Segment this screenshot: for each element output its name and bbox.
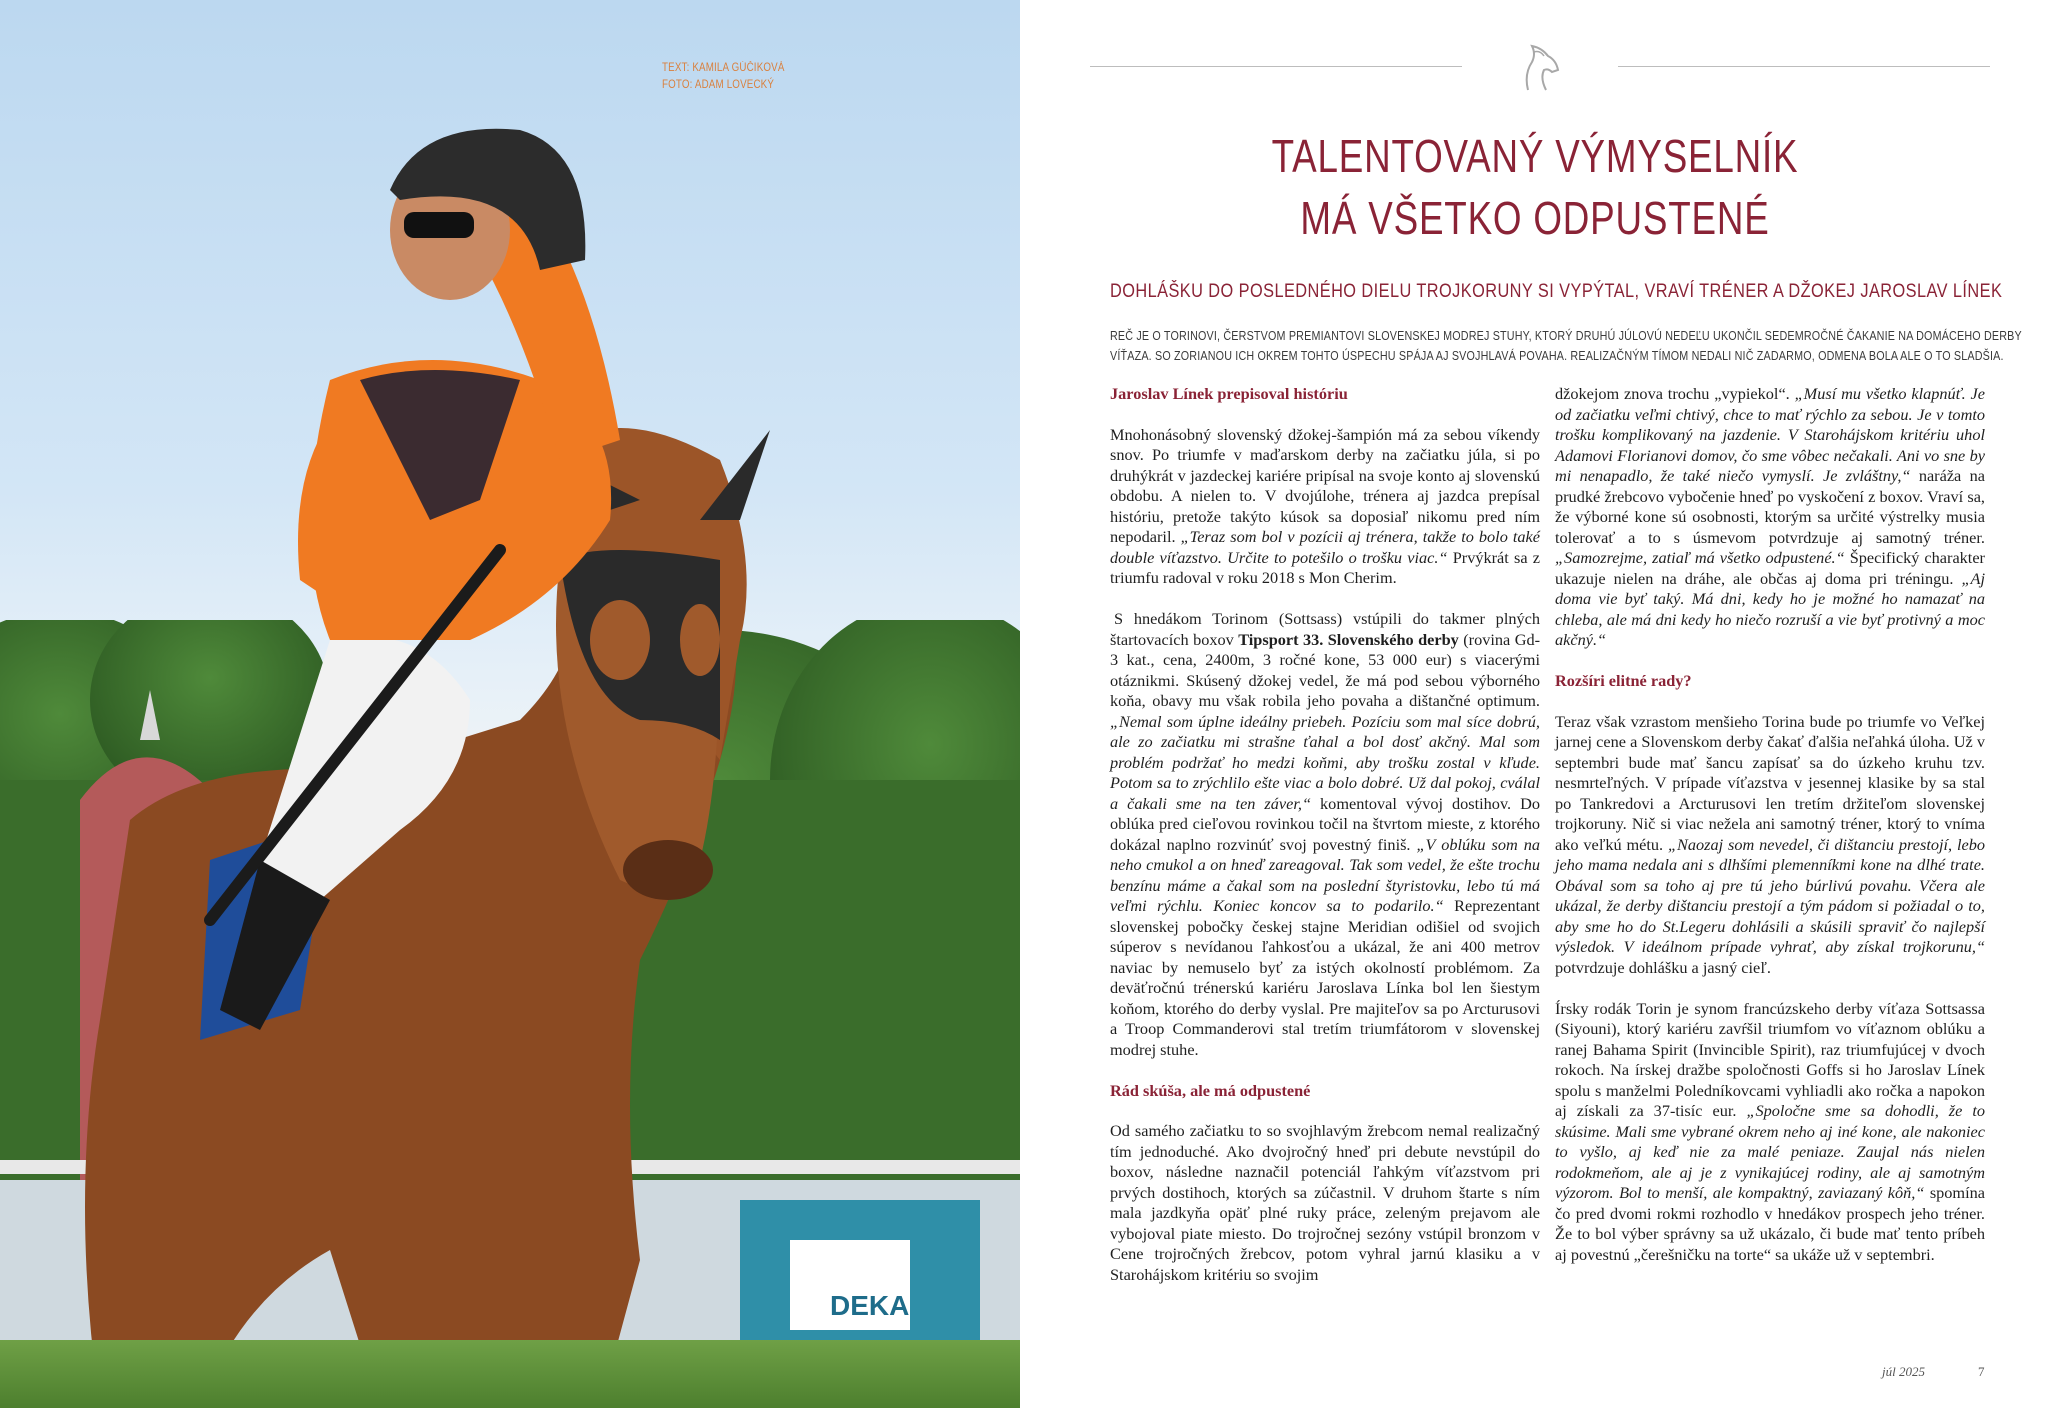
title-line-1: TALENTOVANÝ VÝMYSELNÍK xyxy=(1271,130,1799,182)
paragraph: Írsky rodák Torin je synom francúzskeho derby víťaza Sottsassa (Siyouni), ktorý kariéru zavŕšil triumfom vo víťaznom oblúku a ranej Bahama Spirit (Invincible Spirit), raz triumfujúcej v dvoch rokoch. Na írskej dražbe spoločnosti Goffs si ho Jaroslav Línek spolu s manželmi Poledníkovcami vyhliadli ako ročka a napokon aj získali za 37-tisíc eur. „Spoločne sme sa dohodli, že to skúsime. Mali sme vybrané okrem neho aj iné kone, ale nakoniec to vyšlo, aj keď nie za malé peniaze. Zaujal nás nielen rodokmeňom, ale aj je z vynikajúcej rodiny, ale aj samotným výzorom. Bol to menší, ale kompaktný, zaviazaný kôň,“ spomína čo pred dvomi rokmi rozhodlo v hnedákov prospech jeho tréner. Že to bol výber správny sa už ukázalo, či bude mať tento príbeh aj povestnú „čerešničku na torte“ sa ukáže už v septembri. xyxy=(1555,998,1985,1264)
text-credit: TEXT: KAMILA GÚČIKOVÁ xyxy=(662,62,785,74)
banner-text: DEKA xyxy=(830,1290,910,1321)
paragraph: džokejom znova trochu „vypiekol“. „Musí mu všetko klapnúť. Je od začiatku veľmi chtivý, chce to mať rýchlo za sebou. Je v tomto trošku komplikovaný na jazdenie. V Starohájskom kritériu uhol Adamovi Florianovi domov, čo sme vôbec nečakali. Ani vo sne by mi nenapadlo, že také niečo vymyslí. Je zvláštny,“ naráža na prudké žrebcovo vybočenie hneď po vyskočení z boxov. Vraví sa, že výborné kone sú osobnosti, ktorým sa určité výstrelky musia tolerovať a to s úsmevom potvrdzuje aj samotný tréner. „Samozrejme, zatiaľ má všetko odpustené.“ Špecifický charakter ukazuje nielen na dráhe, ale občas aj doma pri tréningu. „Aj doma vie byť taký. Má dni, kedy ho je možné ho namazať na chleba, ale má dni kedy ho niečo rozruší a vie byť protivný a moc akčný.“ xyxy=(1555,384,1985,649)
page-number: 7 xyxy=(1978,1364,1985,1379)
article-page xyxy=(1020,0,2048,1408)
article-lead xyxy=(1110,326,2022,366)
turf xyxy=(0,1340,1020,1408)
lead-line-1: REČ JE O TORINOVI, ČERSTVOM PREMIANTOVI SLOVENSKEJ MODREJ STUHY, KTORÝ DRUHÚ JÚLOVÚ NEDEĽU UKONČIL SEDEMROČNÉ ČAKANIE NA DOMÁCEHO DERBY xyxy=(1110,329,2022,343)
article-title xyxy=(1171,125,1899,249)
article-subtitle: DOHLÁŠKU DO POSLEDNÉHO DIELU TROJKORUNY SI VYPÝTAL, VRAVÍ TRÉNER A DŽOKEJ JAROSLAV LÍNEK xyxy=(1110,281,2003,302)
paragraph: Teraz však vzrastom menšieho Torina bude po triumfe vo Veľkej jarnej cene a Slovenskom derby čakať ďalšia neľahká úloha. Už v septembri bude mať šancu zapísať sa do úzkeho kruhu tzv. nesmrteľných. V prípade víťazstva v jesennej klasike by sa stal po Tankredovi a Arcturusovi len tretím držiteľom slovenskej trojkoruny. Nič si viac nežela ani samotný tréner, ktorý to vníma ako veľkú métu. „Naozaj som nevedel, či dištanciu prestojí, lebo jeho mama nedala ani s dlhšími plemenníkmi kone na dlhé trate. Obával som sa toho aj pre tú jeho búrlivú povahu. Včera ale ukázal, že derby dištanciu prestojí a tým pádom si požiadal o to, aby sme ho do St.Legeru dohlásili a skúsili spraviť čo najlepší výsledok. V ideálnom prípade vyhrať, aby získal trojkorunu,“ potvrdzuje dohlášku a jasný cieľ. xyxy=(1555,711,1986,977)
paragraph: S hnedákom Torinom (Sottsass) vstúpili do takmer plných štartovacích boxov Tipsport 33. Slovenského derby (rovina Gd-3 kat., cena, 2400m, 3 ročné kone, 53 000 eur) s viacerými otáznikmi. Skúsený džokej vedel, že má pod sebou výborného koňa, obavy mu však robila jeho povaha a dištančné optimum. „Nemal som úplne ideálny priebeh. Pozíciu som mal síce dobrú, ale zo začiatku mi strašne ťahal a bol dosť akčný. Mal som problém podržať ho medzi koňmi, aby trošku zostal v kľude. Potom sa to zrýchlilo ešte viac a bolo dobré. Už dal pokoj, cválal a čakali sme na ten záver,“ komentoval vývoj dostihov. Do oblúka pred cieľovou rovinkou točil na štvrtom mieste, z ktorého dokázal naplno rozvinúť svoj povestný finiš. „V oblúku som na neho cmukol a on hneď zareagoval. Tak som vedel, že ešte trochu benzínu máme a čakal som na poslední štyristovku, lebo tú má veľmi rýchlu. Koniec koncov sa to podarilo.“ Reprezentant slovenskej pobočky českej stajne Meridian odišiel od svojich súperov s nevídanou ľahkosťou a ukázal, že ani 400 metrov naviac by nemuselo byť za istých okolností problémom. Za deväťročnú trénerskú kariéru Jaroslava Línka bol len šiestym koňom, ktorého do derby vyslal. Pre majiteľov sa po Arcturusovi a Troop Commanderovi stal tretím triumfátorom v slovenskej modrej stuhe. xyxy=(1110,609,1541,1059)
paragraph: Mnohonásobný slovenský džokej-šampión má za sebou víkendy snov. Po triumfe v maďarskom derby na začiatku júla, si po druhýkrát v jazdeckej kariére pripísal na svoje konto aj slovenskú obdobu. A nielen to. V dvojúlohe, trénera aj jazdca prepísal históriu, pretože takýto kúsok sa doposiaľ nikomu pred ním nepodaril. „Teraz som bol v pozícii aj trénera, takže to bolo také double víťazstvo. Určite to potešilo o trošku viac.“ Prvýkrát sa z triumfu radoval v roku 2018 s Mon Cherim. xyxy=(1110,424,1540,587)
cover-photo xyxy=(0,0,1020,1408)
column-right xyxy=(1555,384,1985,1286)
horse-head-logo-icon xyxy=(1510,38,1568,96)
header-rule-right xyxy=(1618,66,1990,67)
photo-credits xyxy=(662,60,785,94)
issue-date: júl 2025 xyxy=(1882,1364,1925,1379)
section-heading: Jaroslav Línek prepisoval históriu xyxy=(1110,384,1348,403)
header-rule-left xyxy=(1090,66,1462,67)
section-heading: Rozšíri elitné rady? xyxy=(1555,671,1692,690)
photo-credit: FOTO: ADAM LOVECKÝ xyxy=(662,79,775,91)
jockey-on-horse xyxy=(0,0,1020,1408)
section-heading: Rád skúša, ale má odpustené xyxy=(1110,1080,1311,1100)
lead-line-2: VÍŤAZA. SO ZORIANOU ICH OKREM TOHTO ÚSPECHU SPÁJA AJ SVOJHLAVÁ POVAHA. REALIZAČNÝM TÍMOM NEDALI NIČ ZADARMO, ODMENA BOLA ALE O TO SLADŠIA. xyxy=(1110,349,2004,363)
title-line-2: MÁ VŠETKO ODPUSTENÉ xyxy=(1300,192,1770,244)
column-left xyxy=(1110,384,1540,1306)
paragraph: Od samého začiatku to so svojhlavým žrebcom nemal realizačný tím jednoduché. Ako dvojročný hneď pri debute nevstúpil do boxov, následne naznačil potenciál ľahkým víťazstvom pri prvých dostihoch, ktorých sa zúčastnil. V druhom štarte s ním mala jazdkyňa opäť plné ruky práce, zeleným prejavom ale vybojoval piate miesto. Do trojročnej sezóny vstúpil bronzom v Cene trojročných žrebcov, potom vyhral jarnú klasiku a v Starohájskom kritériu so svojim xyxy=(1110,1121,1540,1284)
